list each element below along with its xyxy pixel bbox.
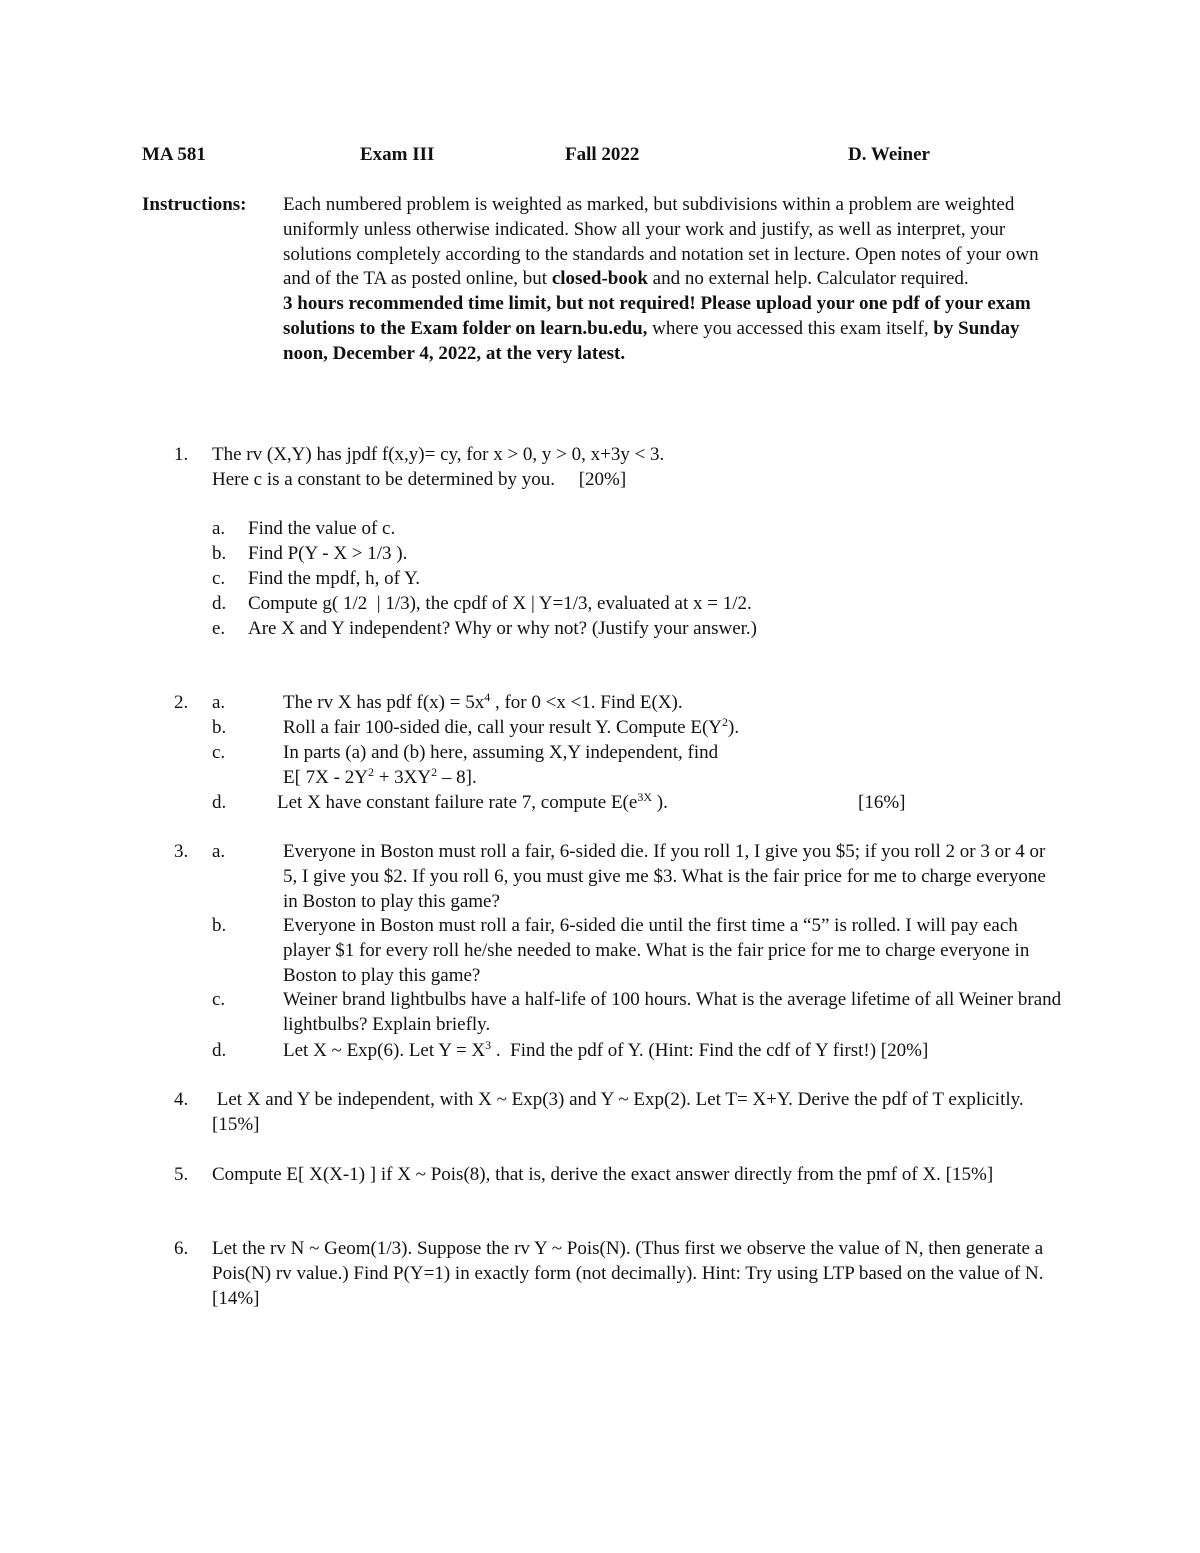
part-text: Find the mpdf, h, of Y. [248, 568, 421, 589]
exam-term: Fall 2022 [565, 144, 640, 165]
part-label: c. [212, 742, 226, 763]
problem-number: 2. [174, 692, 189, 713]
part-text: Weiner brand lightbulbs have a half-life of 100 hours. What is the average lifetime of all Weiner brand lightbulbs? Explain briefly. [283, 989, 1062, 1035]
problem-text: Compute E[ X(X-1) ] if X ~ Pois(8), that is, derive the exact answer directly from the pmf of X. [15%] [212, 1164, 994, 1185]
instructions-paragraph-2: 3 hours recommended time limit, but not required! Please upload your one pdf of your exam solutions to the Exam folder on learn.bu.edu, where you accessed this exam itself, by Sunday noon, December 4, 2022, at the very latest. [283, 293, 1031, 364]
course-code: MA 581 [142, 144, 206, 165]
instructions-label: Instructions: [142, 194, 247, 215]
problem-weight: [16%] [858, 792, 906, 813]
problem-text: Let X and Y be independent, with X ~ Exp(3) and Y ~ Exp(2). Let T= X+Y. Derive the pdf of T explicitly. [15%] [212, 1089, 1038, 1135]
part-text: Let X have constant failure rate 7, compute $E(e^{3X}$ ). [277, 790, 668, 813]
part-label: e. [212, 618, 226, 639]
part-label: c. [212, 568, 226, 589]
part-label: d. [212, 792, 227, 813]
part-label: d. [212, 593, 227, 614]
part-text: Everyone in Boston must roll a fair, 6-sided die. If you roll 1, I give you $5; if you roll 2 or 3 or 4 or 5, I give you $2. If you roll 6, you must give me $3. What is the fair price for me to charge everyone in Boston to play this game? [283, 841, 1046, 912]
instructions-paragraph-1: Each numbered problem is weighted as marked, but subdivisions within a problem are weighted uniformly unless otherwise indicated. Show all your work and justify, as well as interpret, your solutions completely according to the standards and notation set in lecture. Open notes of your own and of the TA as posted online, but closed-book and no external help. Calculator required. [283, 194, 1039, 290]
problem-1-statement: The rv (X,Y) has jpdf f(x,y)= cy, for x > 0, y > 0, x+3y < 3. [212, 444, 665, 465]
part-text: In parts (a) and (b) here, assuming X,Y independent, find [283, 742, 719, 763]
part-text-formula: E[ $7X - 2Y^2 + 3XY^2 - 8$]. [283, 765, 477, 788]
exam-title: Exam III [360, 144, 435, 165]
problem-1-statement-2: Here c is a constant to be determined by you. [20%] [212, 469, 627, 490]
part-text: Everyone in Boston must roll a fair, 6-sided die until the first time a “5” is rolled. I will pay each player $1 for every roll he/she needed to make. What is the fair price for me to charge everyone in Boston to play this game? [283, 915, 1030, 986]
part-label: b. [212, 915, 227, 936]
part-label: a. [212, 518, 226, 539]
part-label: b. [212, 543, 227, 564]
problem-number: 4. [174, 1089, 189, 1110]
problem-text: Let the rv N ~ Geom(1/3). Suppose the rv Y ~ Pois(N). (Thus first we observe the value of N, then generate a Pois(N) rv value.) Find P(Y=1) in exactly form (not decimally). Hint: Try using LTP based on the value of N. [14%] [212, 1238, 1053, 1309]
problem-number: 3. [174, 841, 189, 862]
part-label: b. [212, 717, 227, 738]
problem-number: 5. [174, 1164, 189, 1185]
instructor-name: D. Weiner [848, 144, 930, 165]
part-text: The rv X has pdf $f(x) = 5x^4$ , for 0 <x <1. Find E(X). [283, 690, 683, 713]
part-label: a. [212, 841, 226, 862]
part-label: d. [212, 1040, 227, 1061]
part-text: Compute g( 1/2 | 1/3), the cpdf of X | Y=1/3, evaluated at x = 1/2. [248, 593, 752, 614]
part-label: a. [212, 692, 226, 713]
instructions-body [283, 193, 1058, 367]
problem-number: 6. [174, 1238, 189, 1259]
part-text: Roll a fair 100-sided die, call your result Y. Compute $E(Y^2)$. [283, 715, 740, 738]
part-text: Find the value of c. [248, 518, 396, 539]
part-text: Let X ~ Exp(6). Let $Y = X^3$ . Find the pdf of Y. (Hint: Find the cdf of Y first!) [20%] [283, 1038, 929, 1061]
part-text: Are X and Y independent? Why or why not? (Justify your answer.) [248, 618, 758, 639]
part-label: c. [212, 989, 226, 1010]
problem-number: 1. [174, 444, 189, 465]
part-text: Find P(Y - X > 1/3 ). [248, 543, 408, 564]
